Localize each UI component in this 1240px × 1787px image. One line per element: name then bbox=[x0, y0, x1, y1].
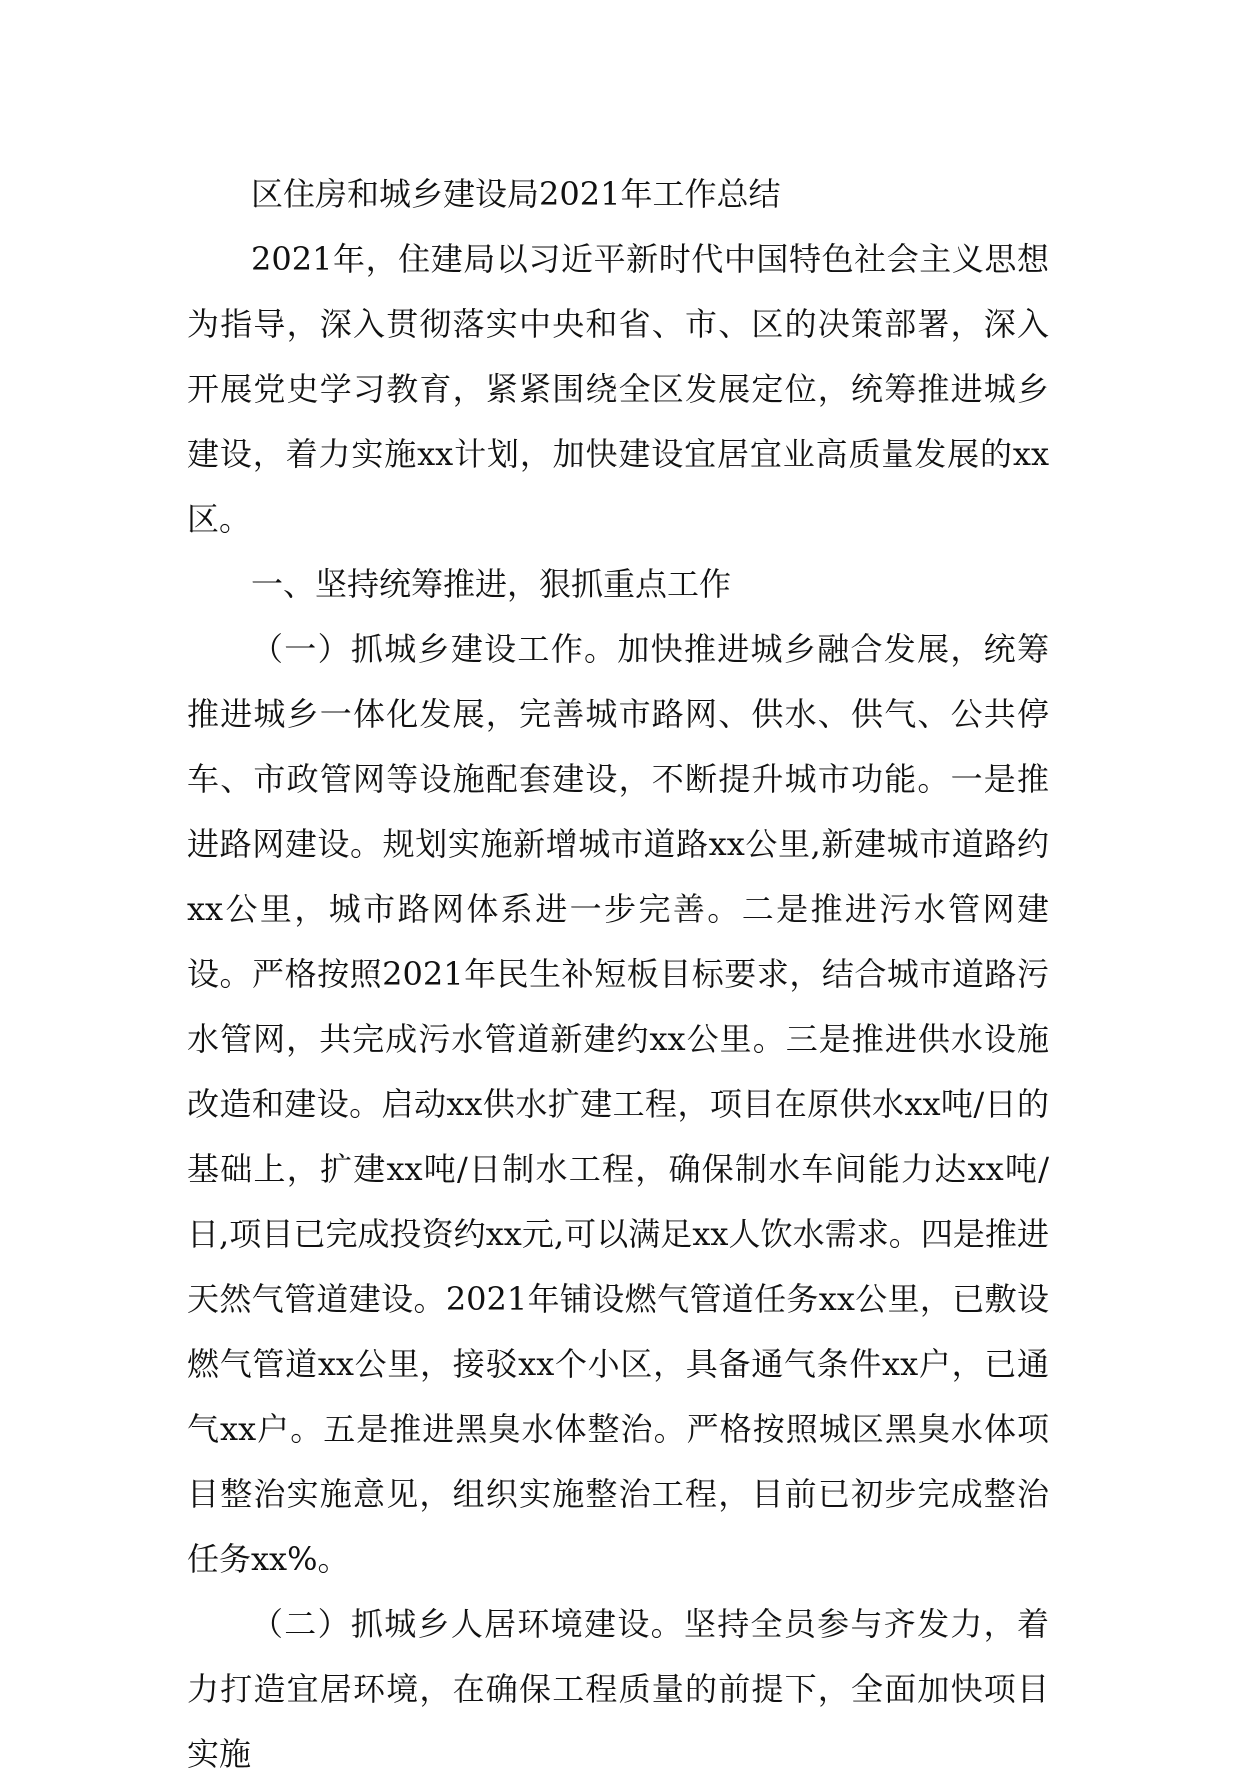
document-body bbox=[187, 162, 1049, 1787]
section-heading-1: 一、坚持统筹推进，狠抓重点工作 bbox=[251, 565, 732, 603]
document-title: 区住房和城乡建设局2021年工作总结 bbox=[251, 175, 781, 213]
intro-paragraph: 2021年，住建局以习近平新时代中国特色社会主义思想为指导，深入贯彻落实中央和省、市、区的决策部署，深入开展党史学习教育，紧紧围绕全区发展定位，统筹推进城乡建设，着力实施xx计划，加快建设宜居宜业高质量发展的xx区。 bbox=[187, 240, 1049, 538]
subsection-paragraph-2: （二）抓城乡人居环境建设。坚持全员参与齐发力，着力打造宜居环境，在确保工程质量的前提下，全面加快项目实施 bbox=[187, 1605, 1049, 1773]
subsection-paragraph-1: （一）抓城乡建设工作。加快推进城乡融合发展，统筹推进城乡一体化发展，完善城市路网、供水、供气、公共停车、市政管网等设施配套建设，不断提升城市功能。一是推进路网建设。规划实施新增城市道路xx公里,新建城市道路约xx公里，城市路网体系进一步完善。二是推进污水管网建设。严格按照2021年民生补短板目标要求，结合城市道路污水管网，共完成污水管道新建约xx公里。三是推进供水设施改造和建设。启动xx供水扩建工程，项目在原供水xx吨/日的基础上，扩建xx吨/日制水工程，确保制水车间能力达xx吨/日,项目已完成投资约xx元,可以满足xx人饮水需求。四是推进天然气管道建设。2021年铺设燃气管道任务xx公里，已敷设燃气管道xx公里，接驳xx个小区，具备通气条件xx户，已通气xx户。五是推进黑臭水体整治。严格按照城区黑臭水体项目整治实施意见，组织实施整治工程，目前已初步完成整治任务xx%。 bbox=[187, 630, 1049, 1578]
